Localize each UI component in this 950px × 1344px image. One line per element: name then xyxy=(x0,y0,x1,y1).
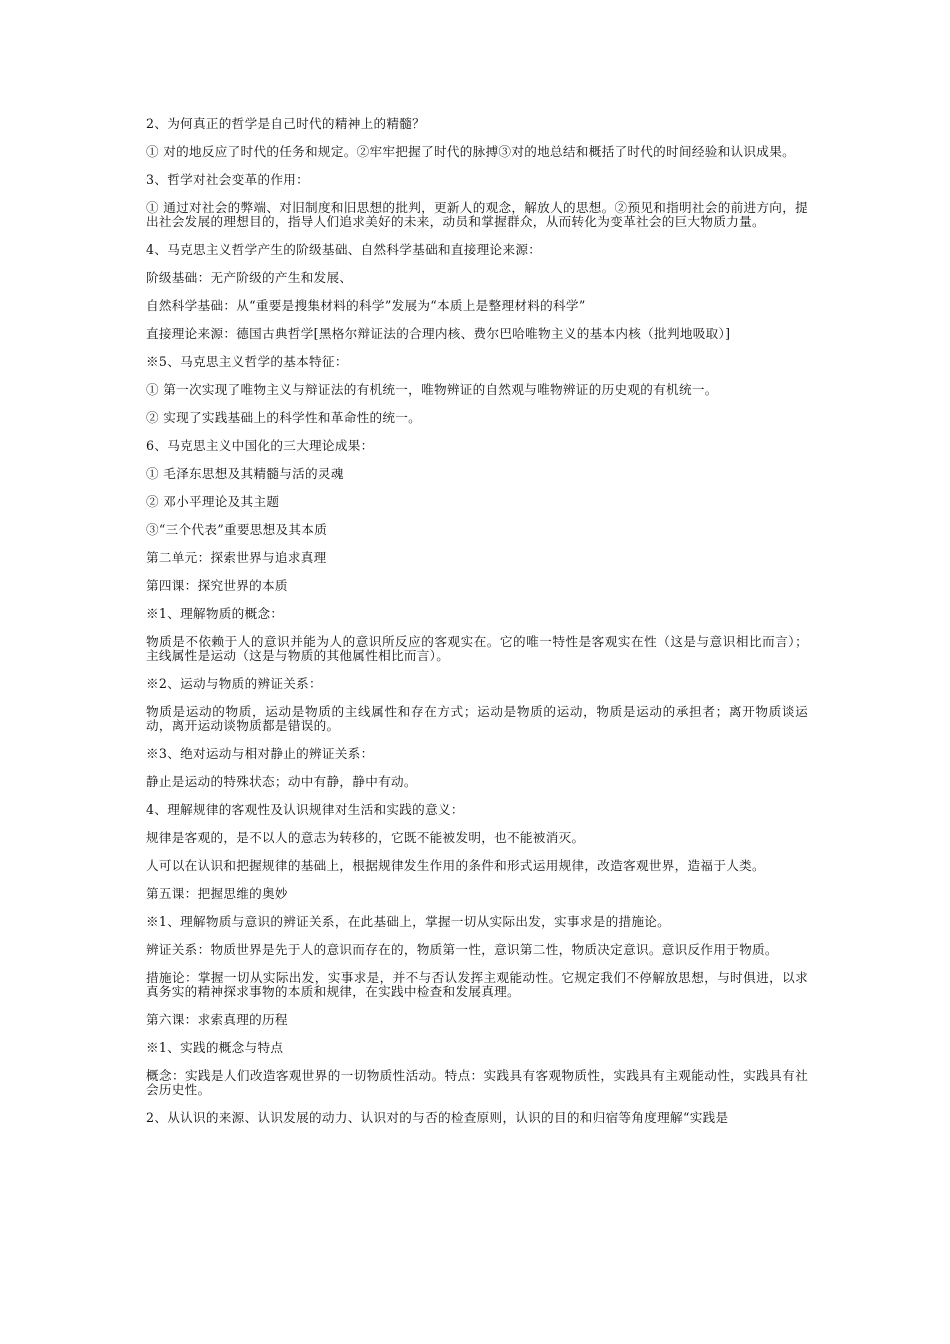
l4-item-2-text: 物质是运动的物质，运动是物质的主线属性和存在方式；运动是物质的运动，物质是运动的承担者；离开物质谈运动，离开运动谈物质都是错误的。 xyxy=(146,704,808,733)
question-4-heading: 4、马克思主义哲学产生的阶级基础、自然科学基础和直接理论来源： xyxy=(146,242,542,257)
question-2-answer: ① 对的地反应了时代的任务和规定。②牢牢把握了时代的脉搏③对的地总结和概括了时代的时间经验和认识成果。 xyxy=(146,144,795,159)
l4-item-4-text-2: 人可以在认识和把握规律的基础上，根据规律发生作用的条件和形式运用规律，改造客观世界，造福于人类。 xyxy=(146,858,765,873)
l4-item-3-heading: ※3、绝对运动与相对静止的辨证关系： xyxy=(146,746,374,761)
achievement-3: ③“三个代表”重要思想及其本质 xyxy=(146,522,328,537)
l5-item-1-heading: ※1、理解物质与意识的辨证关系，在此基础上，掌握一切从实际出发，实事求是的措施论。 xyxy=(146,914,671,929)
l4-item-4-heading: 4、理解规律的客观性及认识规律对生活和实践的意义： xyxy=(146,802,464,817)
l4-item-1-heading: ※1、理解物质的概念： xyxy=(146,606,284,621)
question-2-heading: 2、为何真正的哲学是自己时代的精神上的精髓？ xyxy=(146,116,426,131)
lesson-6-title: 第六课：求索真理的历程 xyxy=(146,1012,288,1027)
science-basis: 自然科学基础：从“重要是搜集材料的科学”发展为“本质上是整理材料的科学” xyxy=(146,298,586,313)
l4-item-3-text: 静止是运动的特殊状态；动中有静，静中有动。 xyxy=(146,774,417,789)
l6-item-2-heading: 2、从认识的来源、认识发展的动力、认识对的与否的检查原则，认识的目的和归宿等角度理解“实践是 xyxy=(146,1110,729,1125)
lesson-4-title: 第四课：探究世界的本质 xyxy=(146,578,288,593)
lesson-5-title: 第五课：把握思维的奥妙 xyxy=(146,886,288,901)
document-page xyxy=(146,117,808,1139)
unit-2-title: 第二单元：探索世界与追求真理 xyxy=(146,550,327,565)
feature-2: ② 实现了实践基础上的科学性和革命性的统一。 xyxy=(146,410,422,425)
question-3-heading: 3、哲学对社会变革的作用： xyxy=(146,172,310,187)
achievement-1: ① 毛泽东思想及其精髓与活的灵魂 xyxy=(146,466,344,481)
l5-dialectic-text: 辨证关系：物质世界是先于人的意识而存在的，物质第一性，意识第二性，物质决定意识。意识反作用于物质。 xyxy=(146,942,778,957)
feature-1: ① 第一次实现了唯物主义与辩证法的有机统一，唯物辨证的自然观与唯物辨证的历史观的有机统一。 xyxy=(146,382,718,397)
class-basis: 阶级基础：无产阶级的产生和发展、 xyxy=(146,270,353,285)
question-6-heading: 6、马克思主义中国化的三大理论成果： xyxy=(146,438,374,453)
l4-item-2-heading: ※2、运动与物质的辨证关系： xyxy=(146,676,322,691)
l5-method-text: 措施论：掌握一切从实际出发，实事求是，并不与否认发挥主观能动性。它规定我们不停解放思想，与时俱进，以求真务实的精神探求事物的本质和规律，在实践中检查和发展真理。 xyxy=(146,970,808,999)
theory-source: 直接理论来源：德国古典哲学[黑格尔辩证法的合理内核、费尔巴哈唯物主义的基本内核（批判地吸取）] xyxy=(146,326,731,341)
question-5-heading: ※5、马克思主义哲学的基本特征： xyxy=(146,354,348,369)
l6-item-1-text: 概念：实践是人们改造客观世界的一切物质性活动。特点：实践具有客观物质性，实践具有主观能动性，实践具有社会历史性。 xyxy=(146,1068,808,1097)
l4-item-4-text-1: 规律是客观的，是不以人的意志为转移的，它既不能被发明，也不能被消灭。 xyxy=(146,830,585,845)
achievement-2: ② 邓小平理论及其主题 xyxy=(146,494,280,509)
question-3-answer: ① 通过对社会的弊端、对旧制度和旧思想的批判，更新人的观念，解放人的思想。②预见和指明社会的前进方向，提出社会发展的理想目的，指导人们追求美好的未来，动员和掌握群众，从而转化为变革社会的巨大物质力量。 xyxy=(146,200,808,229)
l6-item-1-heading: ※1、实践的概念与特点 xyxy=(146,1040,284,1055)
l4-item-1-text: 物质是不依赖于人的意识并能为人的意识所反应的客观实在。它的唯一特性是客观实在性（这是与意识相比而言）；主线属性是运动（这是与物质的其他属性相比而言）。 xyxy=(146,634,808,663)
